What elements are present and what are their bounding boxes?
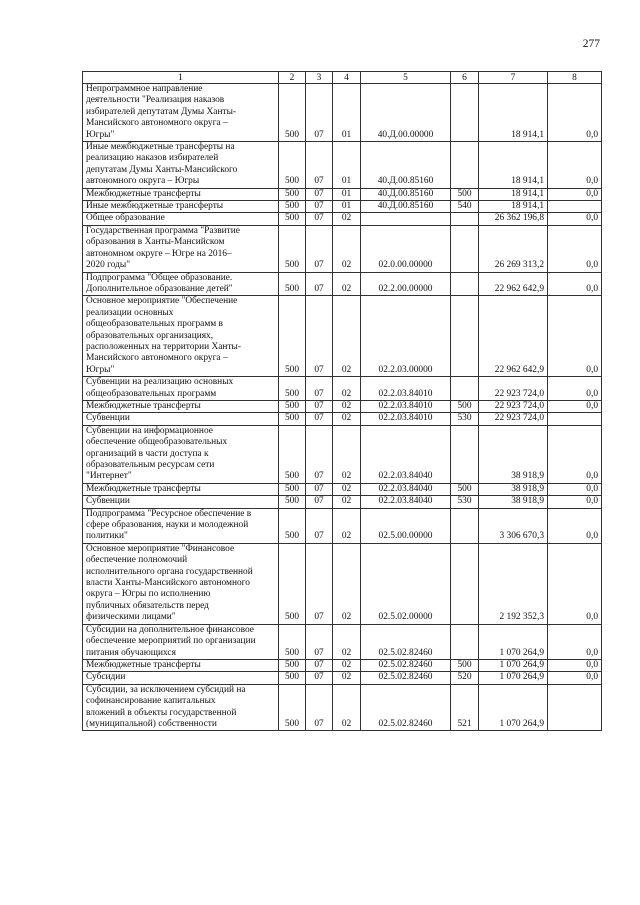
page-number: 277 xyxy=(582,38,600,50)
expense-type-cell: 500 xyxy=(451,400,479,412)
column-header: 1 xyxy=(83,72,279,84)
table-row xyxy=(83,272,602,296)
subsection-cell: 01 xyxy=(333,201,361,213)
grbs-cell: 500 xyxy=(279,84,306,142)
grbs-cell: 500 xyxy=(279,272,306,296)
row-name-cell: Основное мероприятие "Обеспечение реализации основных общеобразовательных программ в образовательных организациях, расположенных на территории Ханты- Мансийского автономного округа – Югры" xyxy=(83,296,279,377)
table-row xyxy=(83,400,602,412)
section-cell: 07 xyxy=(306,543,333,624)
subsection-cell: 02 xyxy=(333,425,361,483)
amount-2-cell: 0,0 xyxy=(548,425,602,483)
amount-cell: 18 914,1 xyxy=(479,188,548,200)
column-header: 3 xyxy=(306,72,333,84)
expense-type-cell: 521 xyxy=(451,684,479,731)
amount-cell: 22 923 724,0 xyxy=(479,377,548,401)
target-article-cell: 02.0.00.00000 xyxy=(361,225,451,272)
grbs-cell: 500 xyxy=(279,201,306,213)
section-cell: 07 xyxy=(306,142,333,189)
grbs-cell: 500 xyxy=(279,425,306,483)
column-header: 8 xyxy=(548,72,602,84)
amount-cell: 2 192 352,3 xyxy=(479,543,548,624)
expense-type-cell xyxy=(451,377,479,401)
subsection-cell: 02 xyxy=(333,684,361,731)
expense-type-cell: 540 xyxy=(451,201,479,213)
subsection-cell: 02 xyxy=(333,624,361,659)
grbs-cell: 500 xyxy=(279,225,306,272)
column-header: 2 xyxy=(279,72,306,84)
amount-2-cell: 0,0 xyxy=(548,659,602,671)
section-cell: 07 xyxy=(306,84,333,142)
budget-table xyxy=(82,71,602,731)
target-article-cell: 02.2.03.84040 xyxy=(361,496,451,508)
target-article-cell: 02.5.02.82460 xyxy=(361,672,451,684)
amount-2-cell xyxy=(548,201,602,213)
target-article-cell: 02.2.03.84010 xyxy=(361,413,451,425)
grbs-cell: 500 xyxy=(279,483,306,495)
subsection-cell: 02 xyxy=(333,400,361,412)
subsection-cell: 02 xyxy=(333,496,361,508)
amount-cell: 22 923 724,0 xyxy=(479,400,548,412)
amount-cell: 1 070 264,9 xyxy=(479,659,548,671)
expense-type-cell xyxy=(451,508,479,543)
grbs-cell: 500 xyxy=(279,508,306,543)
table-row xyxy=(83,84,602,142)
target-article-cell: 02.2.03.84040 xyxy=(361,425,451,483)
amount-2-cell: 0,0 xyxy=(548,377,602,401)
row-name-cell: Иные межбюджетные трансферты xyxy=(83,201,279,213)
grbs-cell: 500 xyxy=(279,296,306,377)
table-row xyxy=(83,413,602,425)
expense-type-cell xyxy=(451,296,479,377)
expense-type-cell xyxy=(451,84,479,142)
amount-2-cell: 0,0 xyxy=(548,84,602,142)
subsection-cell: 02 xyxy=(333,672,361,684)
section-cell: 07 xyxy=(306,400,333,412)
amount-2-cell xyxy=(548,684,602,731)
expense-type-cell: 520 xyxy=(451,672,479,684)
grbs-cell: 500 xyxy=(279,496,306,508)
grbs-cell: 500 xyxy=(279,188,306,200)
section-cell: 07 xyxy=(306,413,333,425)
table-row xyxy=(83,659,602,671)
expense-type-cell: 500 xyxy=(451,659,479,671)
amount-2-cell: 0,0 xyxy=(548,543,602,624)
row-name-cell: Межбюджетные трансферты xyxy=(83,659,279,671)
table-row xyxy=(83,377,602,401)
section-cell: 07 xyxy=(306,377,333,401)
expense-type-cell xyxy=(451,624,479,659)
expense-type-cell xyxy=(451,272,479,296)
grbs-cell: 500 xyxy=(279,213,306,225)
amount-2-cell: 0,0 xyxy=(548,496,602,508)
amount-2-cell: 0,0 xyxy=(548,624,602,659)
subsection-cell: 02 xyxy=(333,508,361,543)
section-cell: 07 xyxy=(306,659,333,671)
table-row xyxy=(83,483,602,495)
expense-type-cell xyxy=(451,225,479,272)
amount-2-cell: 0,0 xyxy=(548,508,602,543)
section-cell: 07 xyxy=(306,296,333,377)
grbs-cell: 500 xyxy=(279,400,306,412)
row-name-cell: Межбюджетные трансферты xyxy=(83,188,279,200)
section-cell: 07 xyxy=(306,213,333,225)
amount-2-cell: 0,0 xyxy=(548,272,602,296)
amount-cell: 1 070 264,9 xyxy=(479,624,548,659)
row-name-cell: Субвенции xyxy=(83,413,279,425)
amount-cell: 22 923 724,0 xyxy=(479,413,548,425)
section-cell: 07 xyxy=(306,496,333,508)
subsection-cell: 01 xyxy=(333,84,361,142)
row-name-cell: Субсидии на дополнительное финансовое обеспечение мероприятий по организации питания обучающихся xyxy=(83,624,279,659)
row-name-cell: Общее образование xyxy=(83,213,279,225)
amount-2-cell: 0,0 xyxy=(548,400,602,412)
section-cell: 07 xyxy=(306,425,333,483)
table-row xyxy=(83,142,602,189)
row-name-cell: Субсидии, за исключением субсидий на софинансирование капитальных вложений в объекты государственной (муниципальной) собственности xyxy=(83,684,279,731)
amount-2-cell: 0,0 xyxy=(548,188,602,200)
table-row xyxy=(83,543,602,624)
table-row xyxy=(83,684,602,731)
section-cell: 07 xyxy=(306,624,333,659)
amount-cell: 3 306 670,3 xyxy=(479,508,548,543)
table-row xyxy=(83,672,602,684)
expense-type-cell: 530 xyxy=(451,413,479,425)
subsection-cell: 02 xyxy=(333,543,361,624)
row-name-cell: Субвенции xyxy=(83,496,279,508)
section-cell: 07 xyxy=(306,483,333,495)
target-article-cell: 40.Д.00.85160 xyxy=(361,142,451,189)
grbs-cell: 500 xyxy=(279,142,306,189)
table-row xyxy=(83,508,602,543)
target-article-cell: 02.2.03.84040 xyxy=(361,483,451,495)
target-article-cell: 02.2.03.00000 xyxy=(361,296,451,377)
row-name-cell: Непрограммное направление деятельности "Реализация наказов избирателей депутатам Думы Ханты- Мансийского автономного округа – Югры" xyxy=(83,84,279,142)
amount-2-cell: 0,0 xyxy=(548,142,602,189)
amount-2-cell: 0,0 xyxy=(548,225,602,272)
target-article-cell: 40.Д.00.85160 xyxy=(361,188,451,200)
grbs-cell: 500 xyxy=(279,659,306,671)
subsection-cell: 01 xyxy=(333,188,361,200)
amount-cell: 18 914,1 xyxy=(479,142,548,189)
table-row xyxy=(83,496,602,508)
amount-cell: 1 070 264,9 xyxy=(479,684,548,731)
amount-cell: 26 362 196,8 xyxy=(479,213,548,225)
section-cell: 07 xyxy=(306,684,333,731)
table-row xyxy=(83,296,602,377)
row-name-cell: Подпрограмма "Ресурсное обеспечение в сфере образования, науки и молодежной политики" xyxy=(83,508,279,543)
expense-type-cell xyxy=(451,543,479,624)
table-row xyxy=(83,624,602,659)
amount-cell: 38 918,9 xyxy=(479,425,548,483)
column-header: 6 xyxy=(451,72,479,84)
section-cell: 07 xyxy=(306,201,333,213)
target-article-cell: 02.5.02.82460 xyxy=(361,684,451,731)
table-row xyxy=(83,201,602,213)
table-row xyxy=(83,225,602,272)
section-cell: 07 xyxy=(306,508,333,543)
row-name-cell: Субвенции на реализацию основных общеобразовательных программ xyxy=(83,377,279,401)
subsection-cell: 02 xyxy=(333,213,361,225)
amount-cell: 18 914,1 xyxy=(479,84,548,142)
target-article-cell xyxy=(361,213,451,225)
grbs-cell: 500 xyxy=(279,543,306,624)
amount-2-cell xyxy=(548,413,602,425)
grbs-cell: 500 xyxy=(279,413,306,425)
table-body xyxy=(83,84,602,731)
subsection-cell: 01 xyxy=(333,142,361,189)
section-cell: 07 xyxy=(306,225,333,272)
amount-cell: 38 918,9 xyxy=(479,496,548,508)
amount-cell: 26 269 313,2 xyxy=(479,225,548,272)
subsection-cell: 02 xyxy=(333,659,361,671)
target-article-cell: 02.5.00.00000 xyxy=(361,508,451,543)
grbs-cell: 500 xyxy=(279,624,306,659)
amount-cell: 18 914,1 xyxy=(479,201,548,213)
target-article-cell: 02.5.02.00000 xyxy=(361,543,451,624)
target-article-cell: 40.Д.00.00000 xyxy=(361,84,451,142)
table-row xyxy=(83,425,602,483)
target-article-cell: 02.5.02.82460 xyxy=(361,624,451,659)
amount-2-cell: 0,0 xyxy=(548,483,602,495)
row-name-cell: Субсидии xyxy=(83,672,279,684)
amount-2-cell: 0,0 xyxy=(548,213,602,225)
grbs-cell: 500 xyxy=(279,672,306,684)
target-article-cell: 02.5.02.82460 xyxy=(361,659,451,671)
row-name-cell: Государственная программа "Развитие образования в Ханты-Мансийском автономном округе – Югре на 2016– 2020 годы" xyxy=(83,225,279,272)
amount-cell: 22 962 642,9 xyxy=(479,296,548,377)
amount-2-cell: 0,0 xyxy=(548,672,602,684)
grbs-cell: 500 xyxy=(279,684,306,731)
header-row xyxy=(83,72,602,84)
target-article-cell: 02.2.03.84010 xyxy=(361,400,451,412)
row-name-cell: Межбюджетные трансферты xyxy=(83,400,279,412)
table-row xyxy=(83,213,602,225)
section-cell: 07 xyxy=(306,272,333,296)
expense-type-cell: 530 xyxy=(451,496,479,508)
grbs-cell: 500 xyxy=(279,377,306,401)
row-name-cell: Межбюджетные трансферты xyxy=(83,483,279,495)
row-name-cell: Основное мероприятие "Финансовое обеспечение полномочий исполнительного органа государственной власти Ханты-Мансийского автономного округа – Югры по исполнению публичных обязательств перед физическими лицами" xyxy=(83,543,279,624)
section-cell: 07 xyxy=(306,672,333,684)
expense-type-cell: 500 xyxy=(451,188,479,200)
section-cell: 07 xyxy=(306,188,333,200)
subsection-cell: 02 xyxy=(333,296,361,377)
amount-cell: 22 962 642,9 xyxy=(479,272,548,296)
target-article-cell: 02.2.00.00000 xyxy=(361,272,451,296)
target-article-cell: 40.Д.00.85160 xyxy=(361,201,451,213)
row-name-cell: Субвенции на информационное обеспечение общеобразовательных организаций в части доступа к образовательным ресурсам сети "Интернет" xyxy=(83,425,279,483)
subsection-cell: 02 xyxy=(333,272,361,296)
column-header: 4 xyxy=(333,72,361,84)
column-header: 5 xyxy=(361,72,451,84)
row-name-cell: Подпрограмма "Общее образование. Дополнительное образование детей" xyxy=(83,272,279,296)
column-header: 7 xyxy=(479,72,548,84)
expense-type-cell xyxy=(451,213,479,225)
row-name-cell: Иные межбюджетные трансферты на реализацию наказов избирателей депутатам Думы Ханты-Мансийского автономного округа – Югры xyxy=(83,142,279,189)
table-header xyxy=(83,72,602,84)
target-article-cell: 02.2.03.84010 xyxy=(361,377,451,401)
expense-type-cell xyxy=(451,425,479,483)
subsection-cell: 02 xyxy=(333,377,361,401)
amount-cell: 1 070 264,9 xyxy=(479,672,548,684)
amount-cell: 38 918,9 xyxy=(479,483,548,495)
amount-2-cell: 0,0 xyxy=(548,296,602,377)
subsection-cell: 02 xyxy=(333,413,361,425)
expense-type-cell: 500 xyxy=(451,483,479,495)
table-row xyxy=(83,188,602,200)
subsection-cell: 02 xyxy=(333,225,361,272)
subsection-cell: 02 xyxy=(333,483,361,495)
expense-type-cell xyxy=(451,142,479,189)
